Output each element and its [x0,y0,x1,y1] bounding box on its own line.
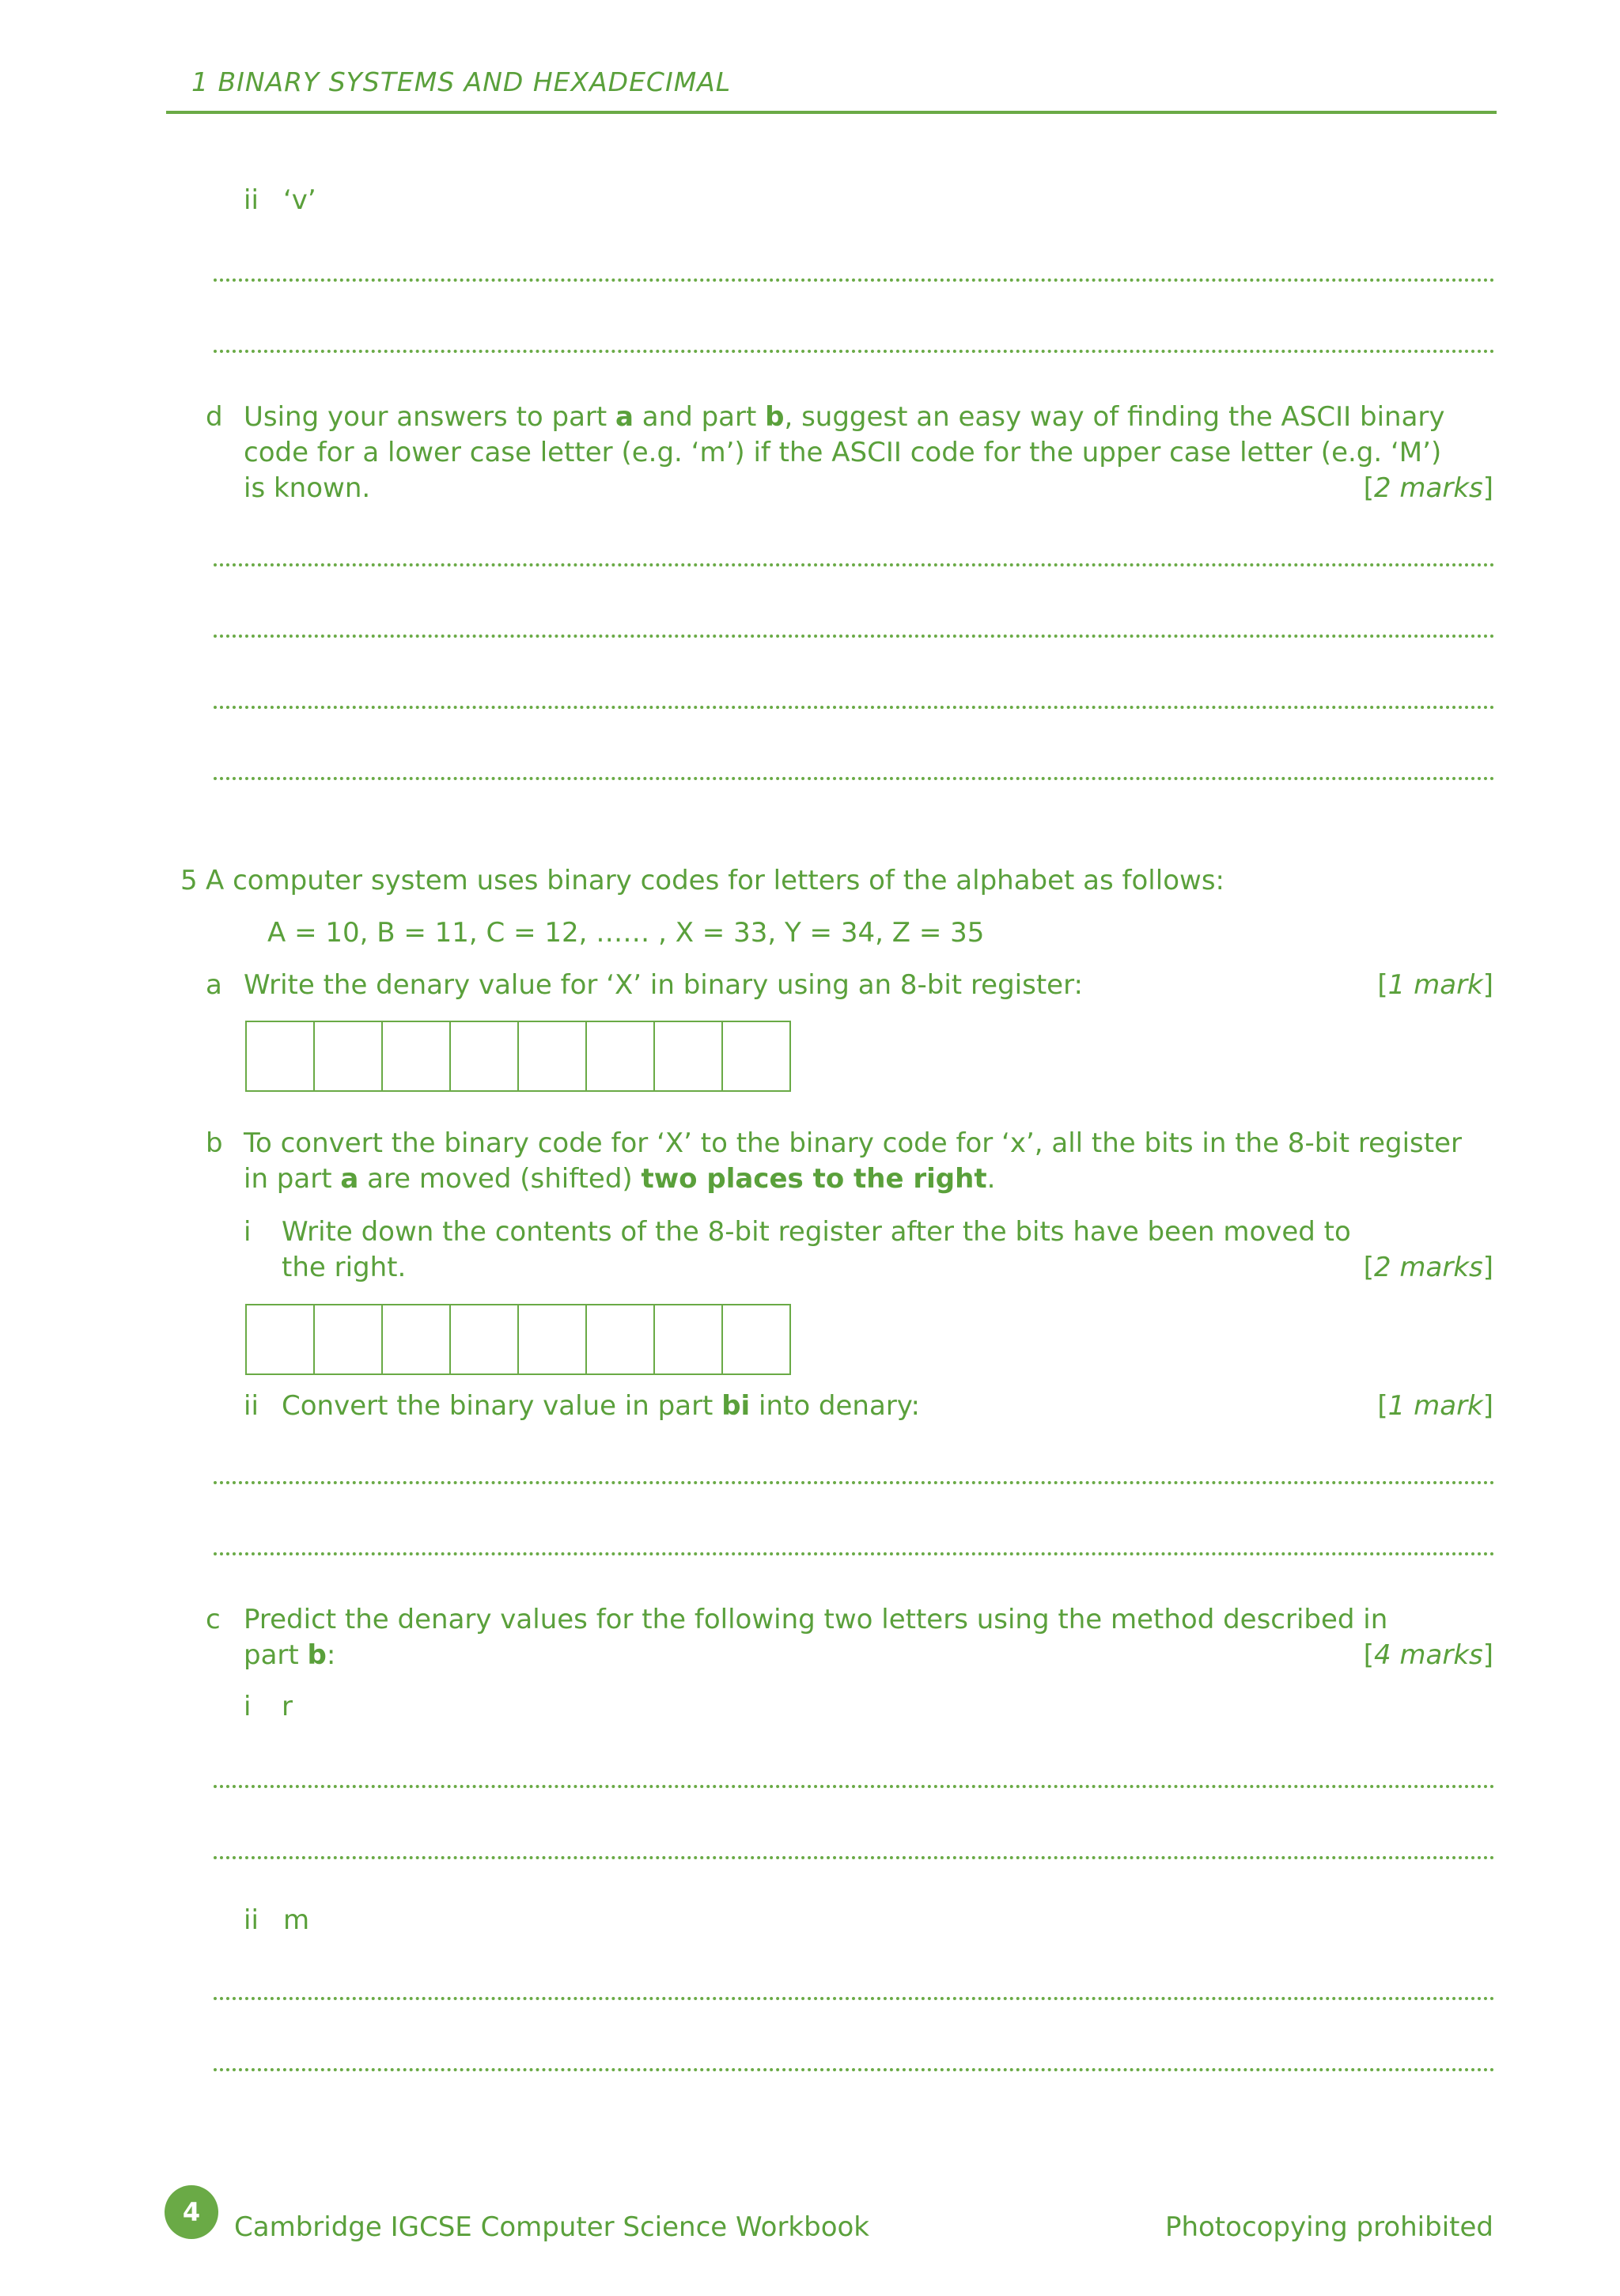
register-cell[interactable] [587,1022,655,1090]
answer-line[interactable] [214,706,1495,709]
marks-value: 1 mark [1387,1390,1483,1422]
answer-line[interactable] [214,635,1495,638]
q5-codes: A = 10, B = 11, C = 12, …… , X = 33, Y = 34, Z = 35 [267,917,985,949]
text: and part [634,401,766,433]
q5c-marks: [4 marks] [1363,1639,1493,1671]
q5bi-line1: Write down the contents of the 8-bit register after the bits have been moved to [282,1216,1351,1248]
q4c-ii-label: ii [244,184,259,216]
q5cii-label: ii [244,1904,259,1936]
q5a-marks: [1 mark] [1377,969,1493,1001]
answer-line[interactable] [214,2068,1495,2071]
register-cell[interactable] [723,1305,791,1373]
text: part [244,1639,308,1671]
q5bii-text [282,1388,920,1424]
marks-value: 2 marks [1373,472,1483,504]
answer-line[interactable] [214,563,1495,566]
register-cell[interactable] [247,1022,315,1090]
text: are moved (shifted) [358,1163,642,1195]
text: Convert the binary value in part [282,1390,722,1422]
answer-line[interactable] [214,1997,1495,2000]
text: Using your answers to part [244,401,616,433]
text: . [986,1163,996,1195]
marks-value: 1 mark [1387,969,1483,1001]
q5cii-text: m [283,1904,310,1936]
marks-value: 4 marks [1373,1639,1483,1671]
q5a-label: a [206,969,222,1001]
q5bii-marks: [1 mark] [1377,1390,1493,1422]
q5ci-label: i [244,1691,252,1722]
register-cell[interactable] [451,1022,519,1090]
register-cell[interactable] [519,1305,587,1373]
register-cell[interactable] [723,1022,791,1090]
register-cell[interactable] [247,1305,315,1373]
answer-line[interactable] [214,1481,1495,1484]
q5-number: 5 [180,865,198,896]
footer-book-title: Cambridge IGCSE Computer Science Workbook [234,2211,869,2243]
q4d-marks: [2 marks] [1363,472,1493,504]
text: : [326,1639,336,1671]
q4d-label: d [206,401,223,433]
part-ref: bi [721,1390,751,1422]
answer-line[interactable] [214,1785,1495,1788]
q4d-line2: code for a lower case letter (e.g. ‘m’) if the ASCII code for the upper case letter (e.g. ‘M’) [244,437,1442,468]
part-ref: a [340,1163,359,1195]
answer-line[interactable] [214,1856,1495,1859]
text: in part [244,1163,341,1195]
register-cell[interactable] [655,1305,723,1373]
page-number-badge: 4 [165,2185,218,2239]
q4c-ii-text: ‘v’ [283,184,316,216]
answer-line[interactable] [214,350,1495,353]
text: , suggest an easy way of finding the ASCII binary [784,401,1445,433]
register-cell[interactable] [383,1022,451,1090]
register-cell[interactable] [315,1022,383,1090]
q5bi-marks: [2 marks] [1363,1252,1493,1283]
answer-line[interactable] [214,278,1495,282]
part-ref: b [765,401,785,433]
header-rule [166,111,1497,114]
q5bi-line2: the right. [282,1252,407,1283]
answer-line[interactable] [214,777,1495,780]
text: into denary: [750,1390,920,1422]
register-8bit-a [245,1021,791,1092]
footer-notice: Photocopying prohibited [1164,2211,1493,2243]
q4d-line1 [244,399,1445,435]
q5c-line1: Predict the denary values for the following two letters using the method described in [244,1604,1388,1635]
q5a-text: Write the denary value for ‘X’ in binary using an 8-bit register: [244,969,1083,1001]
q5b-label: b [206,1127,223,1159]
emphasis: two places to the right [641,1163,987,1195]
q4d-line3: is known. [244,472,371,504]
q5b-line1: To convert the binary code for ‘X’ to the binary code for ‘x’, all the bits in the 8-bit register [244,1127,1462,1159]
q5bii-label: ii [244,1390,259,1422]
part-ref: b [307,1639,327,1671]
register-cell[interactable] [587,1305,655,1373]
marks-value: 2 marks [1373,1252,1483,1283]
register-cell[interactable] [315,1305,383,1373]
q5ci-text: r [282,1691,293,1722]
part-ref: a [615,401,634,433]
register-cell[interactable] [655,1022,723,1090]
register-8bit-b [245,1304,791,1375]
q5-intro: A computer system uses binary codes for letters of the alphabet as follows: [206,865,1224,896]
q5bi-label: i [244,1216,252,1248]
q5c-label: c [206,1604,221,1635]
register-cell[interactable] [451,1305,519,1373]
q5b-line2 [244,1161,995,1197]
register-cell[interactable] [383,1305,451,1373]
register-cell[interactable] [519,1022,587,1090]
q5c-line2 [244,1637,335,1673]
running-header: 1 BINARY SYSTEMS AND HEXADECIMAL [191,66,732,97]
answer-line[interactable] [214,1552,1495,1555]
